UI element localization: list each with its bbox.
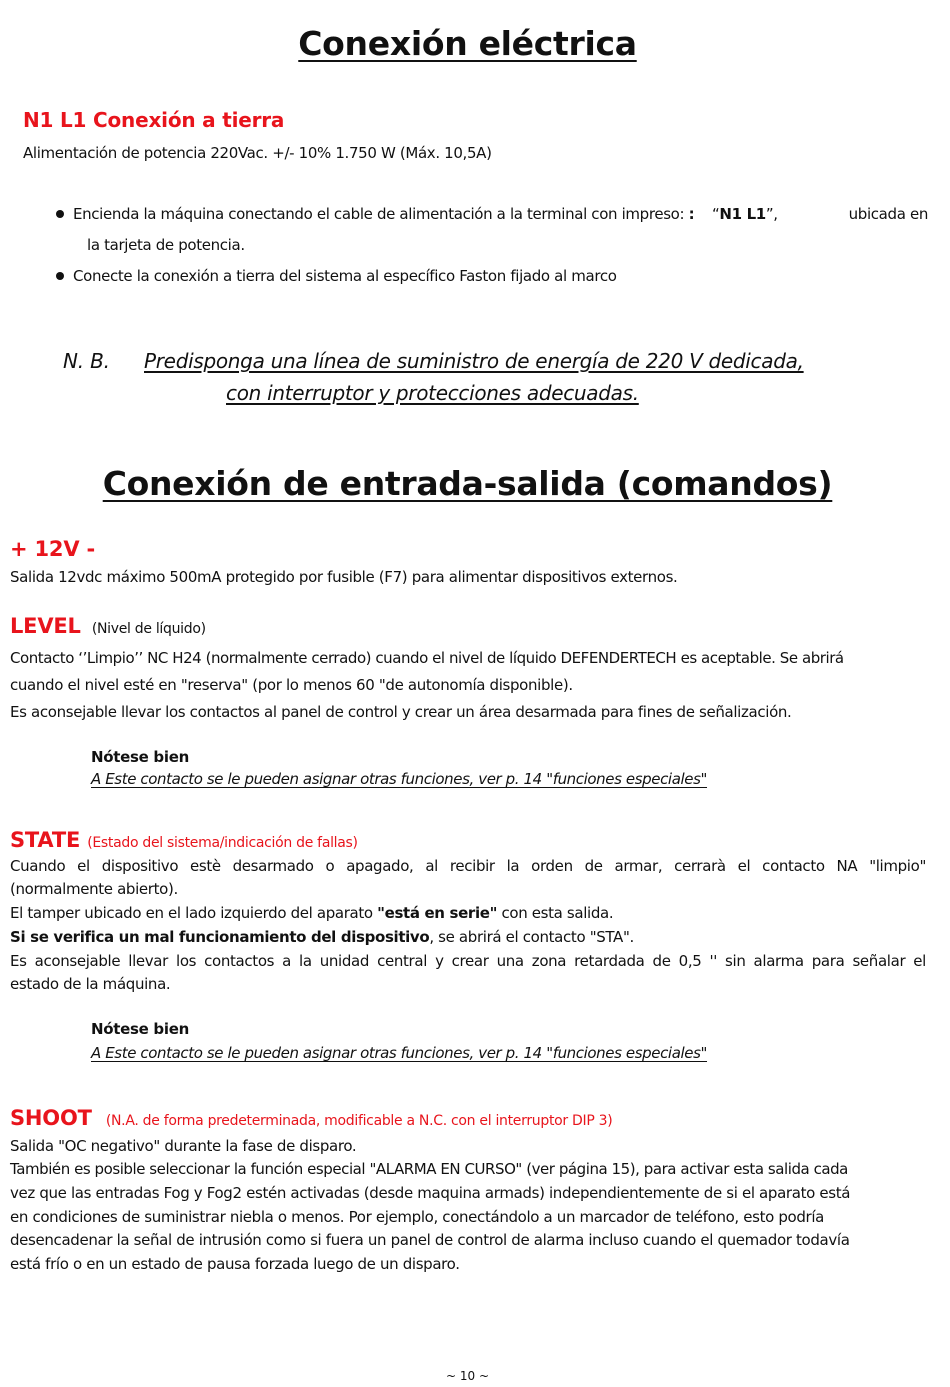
bullet-line-1 — [73, 199, 928, 230]
power-spec: Alimentación de potencia 220Vac. +/- 10% 1.750 W (Máx. 10,5A) — [23, 144, 492, 162]
bullet1-text-end: ubicada en — [848, 205, 928, 223]
level-line-2: cuando el nivel esté en "reserva" (por lo menos 60 "de autonomía disponible). — [10, 676, 573, 694]
bullet1-colon: : — [688, 205, 695, 223]
state-line-1: Cuando el dispositivo estè desarmado o apagado, al recibir la orden de armar, cerrarà el contacto NA "limpio" — [10, 857, 926, 875]
nb-line-2: con interruptor y protecciones adecuadas. — [226, 381, 639, 405]
state-line-6: estado de la máquina. — [10, 975, 171, 993]
list-item — [56, 199, 928, 261]
state-line-2: (normalmente abierto). — [10, 880, 178, 898]
level-note-text: A Este contacto se le pueden asignar otras funciones, ver p. 14 "funciones especiales" — [91, 770, 708, 788]
state-series-emphasis: "está en serie" — [377, 904, 498, 922]
page-title-io: Conexión de entrada-salida (comandos) — [102, 464, 833, 503]
bullet1-terminal: N1 L1 — [719, 205, 766, 223]
level-line-3: Es aconsejable llevar los contactos al panel de control y crear un área desarmada para fines de señalización. — [10, 703, 792, 721]
state-note-heading: Nótese bien — [91, 1020, 189, 1038]
level-heading-row — [10, 614, 206, 638]
power-bullet-list — [56, 199, 928, 292]
state-malfunction-emphasis: Si se verifica un mal funcionamiento del dispositivo — [10, 928, 430, 946]
level-line-1: Contacto ‘’Limpio’’ NC H24 (normalmente cerrado) cuando el nivel de líquido DEFENDERTECH es aceptable. Se abrirá — [10, 649, 844, 667]
shoot-heading-row — [10, 1106, 612, 1130]
state-heading: STATE — [10, 828, 81, 852]
page-title-electrical: Conexión eléctrica — [298, 24, 637, 63]
bullet1-quote-close: ”, — [765, 205, 778, 223]
shoot-line-5: desencadenar la señal de intrusión como si fuera un panel de control de alarma incluso cuando el quemador todavía — [10, 1231, 850, 1249]
shoot-subtitle: (N.A. de forma predeterminada, modificable a N.C. con el interruptor DIP 3) — [105, 1113, 613, 1129]
bullet-text — [73, 199, 928, 261]
power-heading: N1 L1 Conexión a tierra — [23, 108, 285, 132]
shoot-line-6: está frío o en un estado de pausa forzada luego de un disparo. — [10, 1255, 460, 1273]
shoot-line-2: También es posible seleccionar la función especial "ALARMA EN CURSO" (ver página 15), para activar esta salida cada — [10, 1160, 848, 1178]
shoot-line-3: vez que las entradas Fog y Fog2 estén activadas (desde maquina armads) independientemente de si el aparato está — [10, 1184, 851, 1202]
bullet1-quote-open: “ — [711, 205, 720, 223]
bullet1-text: Encienda la máquina conectando el cable de alimentación a la terminal con impreso: — [73, 205, 689, 223]
state-heading-row — [10, 828, 358, 852]
bullet-icon — [56, 272, 64, 280]
nb-line-1: Predisponga una línea de suministro de energía de 220 V dedicada, — [144, 349, 804, 373]
bullet1-line2: la tarjeta de potencia. — [87, 236, 245, 254]
page-number: ~ 10 ~ — [445, 1369, 489, 1383]
level-subtitle: (Nivel de líquido) — [91, 621, 206, 637]
state-subtitle: (Estado del sistema/indicación de fallas) — [87, 835, 358, 851]
level-note-heading: Nótese bien — [91, 748, 189, 766]
bullet2-text: Conecte la conexión a tierra del sistema al específico Faston fijado al marco — [73, 267, 617, 285]
nb-label: N. B. — [63, 349, 110, 373]
level-heading: LEVEL — [10, 614, 81, 638]
bullet-icon — [56, 210, 64, 218]
shoot-line-1: Salida "OC negativo" durante la fase de disparo. — [10, 1137, 357, 1155]
v12-text: Salida 12vdc máximo 500mA protegido por fusible (F7) para alimentar dispositivos externos. — [10, 568, 678, 586]
state-line-3: El tamper ubicado en el lado izquierdo del aparato "está en serie" con esta salida. — [10, 904, 614, 922]
state-line-4: Si se verifica un mal funcionamiento del dispositivo, se abrirá el contacto "STA". — [10, 928, 634, 946]
shoot-heading: SHOOT — [10, 1106, 92, 1130]
state-line-5: Es aconsejable llevar los contactos a la unidad central y crear una zona retardada de 0,5 '' sin alarma para señalar el — [10, 952, 926, 970]
list-item — [56, 261, 928, 292]
v12-heading: + 12V - — [10, 537, 96, 561]
state-note-text: A Este contacto se le pueden asignar otras funciones, ver p. 14 "funciones especiales" — [91, 1044, 708, 1062]
shoot-line-4: en condiciones de suministrar niebla o menos. Por ejemplo, conectándolo a un marcador de teléfono, esto podría — [10, 1208, 825, 1226]
